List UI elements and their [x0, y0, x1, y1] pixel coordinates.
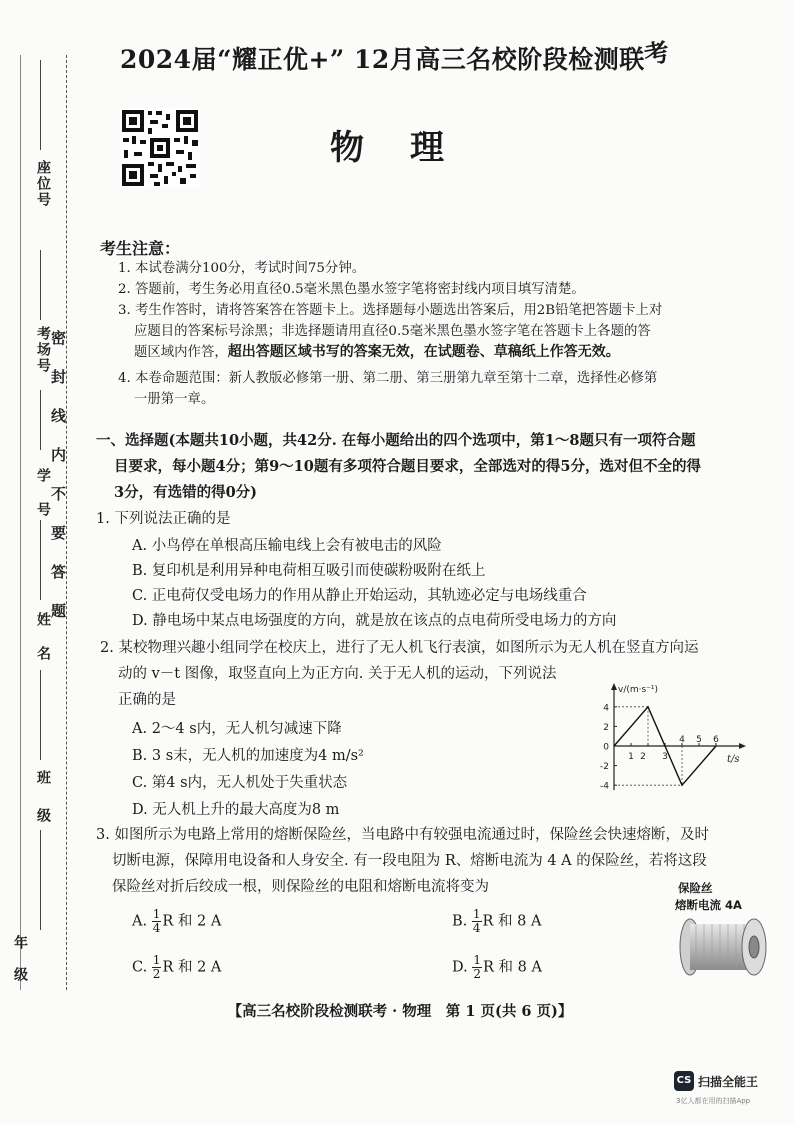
- x-tick-label: 1: [628, 752, 634, 762]
- q3-option-c-denominator: 2: [152, 967, 161, 981]
- q2-option-c: C. 第4 s内，无人机处于失重状态: [132, 775, 348, 791]
- page-footer: 【高三名校阶段检测联考 · 物理 第 1 页(共 6 页)】: [227, 1003, 573, 1020]
- q3-option-c: [132, 954, 221, 981]
- q2-stem-line-3: 正确的是: [118, 692, 176, 708]
- x-tick-label: 6: [713, 735, 719, 745]
- x-tick-label: 5: [696, 735, 702, 745]
- fuse-current-label: 熔断电流 4A: [675, 898, 742, 912]
- q3-option-c-numerator: 1: [152, 953, 161, 967]
- q3-option-b: [452, 908, 541, 935]
- q3-stem-line-3: 保险丝对折后绞成一根，则保险丝的电阻和熔断电流将变为: [112, 879, 489, 895]
- grade-label: 年级: [12, 935, 28, 999]
- q3-option-d: [452, 954, 542, 981]
- notice-title: 考生注意：: [100, 239, 181, 258]
- exam-title: [120, 37, 730, 76]
- class-label: 班级: [35, 770, 51, 846]
- q3-option-d-numerator: 1: [473, 953, 481, 967]
- q1-option-d: D. 静电场中某点电场强度的方向，就是放在该点的点电荷所受电场力的方向: [132, 613, 617, 629]
- exam-title-tail: 考: [641, 37, 672, 71]
- y-axis-arrow: [611, 683, 617, 690]
- x-axis-label: t/s: [727, 754, 740, 765]
- q3-option-a-fraction: [152, 908, 162, 935]
- y-tick-label: -2: [600, 762, 609, 773]
- y-axis-label: v/(m·s⁻¹): [618, 685, 659, 695]
- q3-option-a-text: R 和 2 A: [162, 913, 222, 930]
- x-tick-label: 2: [640, 752, 646, 762]
- fuse-label: 保险丝: [678, 881, 713, 895]
- section-1-line-2: 目要求，每小题4分；第9～10题有多项符合题目要求，全部选对的得5分，选对但不全的得: [114, 458, 701, 475]
- q2-stem-line-2: 动的 v－t 图像，取竖直向上为正方向. 关于无人机的运动，下列说法: [118, 666, 557, 682]
- subject-title: 物理: [330, 128, 490, 168]
- student-number-label: 学号: [35, 468, 51, 536]
- q3-option-c-fraction: [152, 954, 162, 981]
- exam-title-main: 2024届“耀正优+” 12月高三名校阶段检测联: [120, 45, 645, 74]
- q1-option-c: C. 正电荷仅受电场力的作用从静止开始运动，其轨迹必定与电场线重合: [132, 588, 587, 604]
- q3-option-b-denominator: 4: [472, 921, 481, 935]
- scanner-tagline: 3亿人都在用的扫描App: [676, 1097, 751, 1105]
- x-axis-arrow: [739, 743, 746, 749]
- q3-option-d-denominator: 2: [473, 967, 481, 981]
- seal-warning-text: 密封线内不要答题: [49, 330, 67, 642]
- q3-option-b-text: R 和 8 A: [482, 913, 542, 930]
- grade-blank-line: [40, 830, 41, 930]
- q2-stem-line-1: 2. 某校物理兴趣小组同学在校庆上，进行了无人机飞行表演，如图所示为无人机在竖直方向运: [100, 640, 699, 656]
- q3-option-b-fraction: [472, 908, 482, 935]
- notice-item-2: 2. 答题前，考生务必用直径0.5毫米黑色墨水签字笔将密封线内项目填写清楚。: [118, 282, 585, 297]
- y-tick-label: 0: [603, 742, 609, 753]
- y-tick-label: -4: [600, 781, 609, 792]
- seat-blank-line: [40, 60, 41, 150]
- y-tick-label: 4: [603, 703, 609, 714]
- q3-option-a: [132, 908, 221, 935]
- scanner-app-name: 扫描全能王: [698, 1075, 759, 1089]
- notice-item-4a: 4. 本卷命题范围：新人教版必修第一册、第二册、第三册第九章至第十二章，选择性必修第: [118, 371, 658, 386]
- notice-item-3c-bold: 超出答题区域书写的答案无效，在试题卷、草稿纸上作答无效。: [227, 344, 620, 360]
- section-1-line-1: 一、选择题(本题共10小题，共42分. 在每小题给出的四个选项中，第1～8题只有一项符合题: [96, 432, 696, 449]
- name-label: 姓名: [35, 612, 51, 680]
- x-tick-label: 3: [662, 752, 668, 762]
- notice-item-3a: 3. 考生作答时，请将答案答在答题卡上。选择题每小题选出答案后，用2B铅笔把答题卡上对: [118, 303, 663, 318]
- notice-item-1: 1. 本试卷满分100分，考试时间75分钟。: [118, 261, 366, 276]
- q3-option-d-text: R 和 8 A: [482, 959, 542, 976]
- x-tick-label: 4: [679, 735, 685, 745]
- notice-item-3c: [134, 342, 774, 363]
- seat-number-label: 座位号: [35, 160, 51, 208]
- room-number-label: 考场号: [35, 326, 51, 374]
- fuse-figure: [676, 880, 772, 980]
- section-1-line-3: 3分，有选错的得0分): [114, 484, 258, 501]
- notice-item-3b: 应题目的答案标号涂黑；非选择题请用直径0.5毫米黑色墨水签字笔在答题卡上各题的答: [134, 324, 651, 339]
- q3-option-a-numerator: 1: [152, 907, 161, 921]
- q3-option-c-label: C.: [132, 959, 148, 976]
- class-blank-line: [40, 670, 41, 760]
- section-1-instructions: [96, 428, 762, 506]
- q2-option-b: B. 3 s末，无人机的加速度为4 m/s²: [132, 748, 364, 764]
- q3-stem-line-2: 切断电源，保障用电设备和人身安全. 有一段电阻为 R、熔断电流为 4 A 的保险丝，若将这段: [112, 853, 707, 869]
- q3-stem-line-1: 3. 如图所示为电路上常用的熔断保险丝，当电路中有较强电流通过时，保险丝会快速熔断，及时: [96, 827, 709, 843]
- q1-stem: 1. 下列说法正确的是: [96, 511, 231, 527]
- notice-item-4b: 一册第一章。: [134, 392, 215, 407]
- vt-graph: [590, 678, 770, 798]
- student-no-blank-line: [40, 390, 41, 450]
- fuse-spool-icon: [676, 916, 772, 978]
- margin-rule: [20, 55, 21, 990]
- q2-option-a: A. 2～4 s内，无人机匀减速下降: [132, 721, 342, 737]
- q1-option-a: A. 小鸟停在单根高压输电线上会有被电击的风险: [132, 538, 442, 554]
- q3-option-b-numerator: 1: [472, 907, 481, 921]
- name-blank-line: [40, 520, 41, 600]
- q3-option-d-fraction: [472, 954, 482, 981]
- q3-option-c-text: R 和 2 A: [162, 959, 222, 976]
- q3-option-a-label: A.: [132, 913, 148, 930]
- notice-item-3c-normal: 题区域内作答，: [134, 345, 228, 360]
- scanner-logo-icon: CS: [674, 1071, 694, 1091]
- qr-code-icon: [120, 108, 200, 188]
- q3-option-d-label: D.: [452, 959, 468, 976]
- q3-option-a-denominator: 4: [152, 921, 161, 935]
- q3-option-b-label: B.: [452, 913, 468, 930]
- y-tick-label: 2: [603, 722, 609, 733]
- room-blank-line: [40, 250, 41, 320]
- q1-option-b: B. 复印机是利用异种电荷相互吸引而使碳粉吸附在纸上: [132, 563, 486, 579]
- q2-option-d: D. 无人机上升的最大高度为8 m: [132, 802, 340, 818]
- scanner-watermark: [674, 1071, 774, 1111]
